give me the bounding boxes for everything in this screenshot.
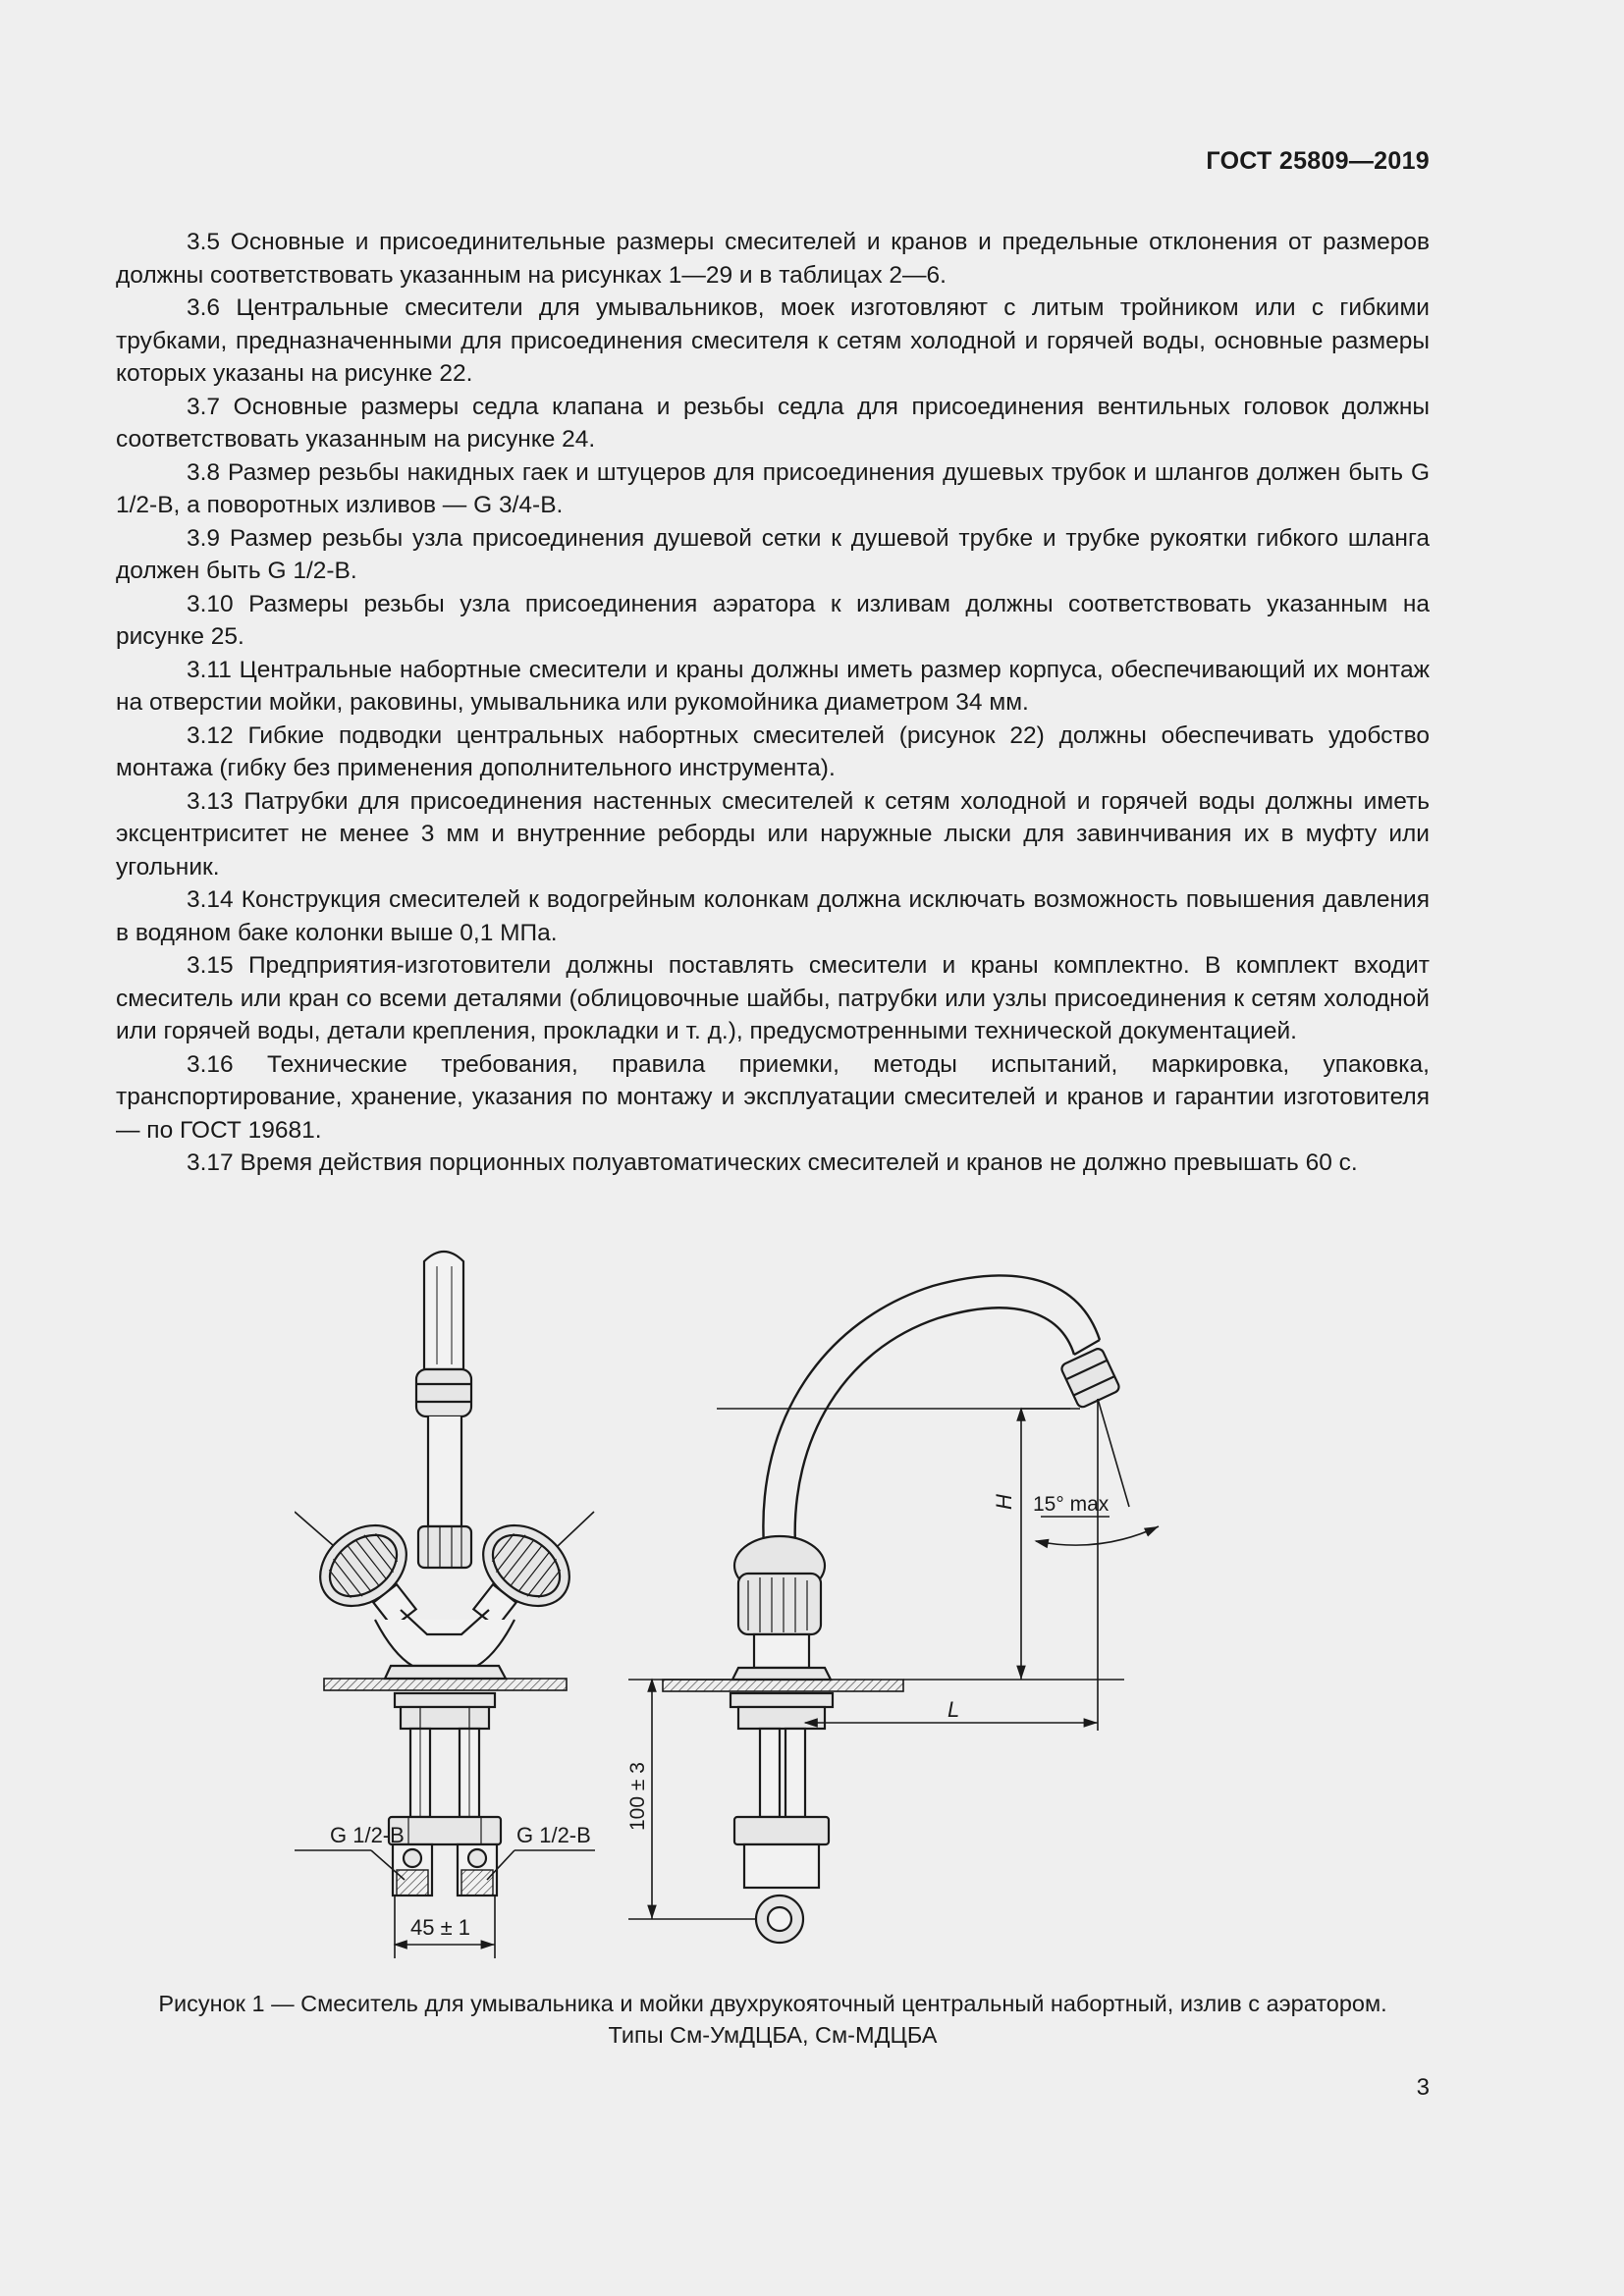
paragraph-3-5: 3.5 Основные и присоединительные размеры смесителей и кранов и предельные отклонения от размеров должны соответствовать указанным на рисунках 1—29 и в таблицах 2—6. bbox=[116, 229, 1430, 289]
paragraph-3-6: 3.6 Центральные смесители для умывальников, моек изготовляют с литым тройником или с гибкими трубками, предназначенными для присоединения смесителя к сетям холодной и горячей воды, основные размеры которых указаны на рисунке 22. bbox=[116, 294, 1430, 387]
body-text bbox=[116, 226, 1430, 1180]
thread-label-right: G 1/2-B bbox=[516, 1823, 591, 1847]
page-number: 3 bbox=[1416, 2074, 1430, 2101]
paragraph-3-14: 3.14 Конструкция смесителей к водогрейным колонкам должна исключать возможность повышения давления в водяном баке колонки выше 0,1 МПа. bbox=[116, 886, 1430, 946]
figure-caption bbox=[116, 1988, 1430, 2051]
paragraph-3-8: 3.8 Размер резьбы накидных гаек и штуцеров для присоединения душевых трубок и шлангов должен быть G 1/2-B, а поворотных изливов — G 3/4-B. bbox=[116, 458, 1430, 518]
caption-line-2: Типы См-УмДЦБА, См-МДЦБА bbox=[608, 2022, 938, 2048]
length-L-label: L bbox=[947, 1697, 960, 1722]
front-view-dimensions bbox=[295, 1850, 595, 1958]
mixer-technical-drawing bbox=[295, 1242, 1276, 1988]
paragraph-3-13: 3.13 Патрубки для присоединения настенных смесителей к сетям холодной и горячей воды должны иметь эксцентриситет не менее 3 мм и внутренние реборды или наружные лыски для завинчивания их в муфту или угольник. bbox=[116, 787, 1430, 881]
document-code: ГОСТ 25809—2019 bbox=[1206, 147, 1430, 175]
caption-line-1: Рисунок 1 — Смеситель для умывальника и мойки двухрукояточный центральный набортный, излив с аэратором. bbox=[158, 1991, 1387, 2016]
side-view-dimensions bbox=[628, 1399, 1159, 1919]
angle-label: 15° max bbox=[1033, 1493, 1110, 1516]
paragraph-3-7: 3.7 Основные размеры седла клапана и резьбы седла для присоединения вентильных головок должны соответствовать указанным на рисунке 24. bbox=[116, 393, 1430, 453]
side-view bbox=[663, 1275, 1120, 1943]
paragraph-3-10: 3.10 Размеры резьбы узла присоединения аэратора к изливам должны соответствовать указанным на рисунке 25. bbox=[116, 590, 1430, 650]
paragraph-3-15: 3.15 Предприятия-изготовители должны поставлять смесители и краны комплектно. В комплект входит смеситель или кран со всеми деталями (облицовочные шайбы, патрубки или узлы присоединения к сетям холодной или горячей воды, детали крепления, прокладки и т. д.), предусмотренными технической документацией. bbox=[116, 952, 1430, 1044]
thread-label-left: G 1/2-B bbox=[330, 1823, 405, 1847]
height-H-label: H bbox=[992, 1494, 1016, 1510]
front-view bbox=[295, 1252, 594, 1896]
paragraph-3-12: 3.12 Гибкие подводки центральных набортных смесителей (рисунок 22) должны обеспечивать удобство монтажа (гибку без применения дополнительного инструмента). bbox=[116, 721, 1430, 781]
paragraph-3-11: 3.11 Центральные набортные смесители и краны должны иметь размер корпуса, обеспечивающий их монтаж на отверстии мойки, раковины, умывальника или рукомойника диаметром 34 мм. bbox=[116, 656, 1430, 716]
height-100-label: 100 ± 3 bbox=[626, 1762, 649, 1831]
width-dimension-label: 45 ± 1 bbox=[410, 1915, 471, 1940]
paragraph-3-17: 3.17 Время действия порционных полуавтоматических смесителей и кранов не должно превышать 60 с. bbox=[187, 1149, 1358, 1176]
figure-1-mixer-drawing bbox=[295, 1242, 1276, 1988]
paragraph-3-9: 3.9 Размер резьбы узла присоединения душевой сетки к душевой трубке и трубке рукоятки гибкого шланга должен быть G 1/2-B. bbox=[116, 524, 1430, 584]
paragraph-3-16: 3.16 Технические требования, правила приемки, методы испытаний, маркировка, упаковка, транспортирование, хранение, указания по монтажу и эксплуатации смесителей и кранов и гарантии изготовителя — по ГОСТ 19681. bbox=[116, 1050, 1430, 1144]
